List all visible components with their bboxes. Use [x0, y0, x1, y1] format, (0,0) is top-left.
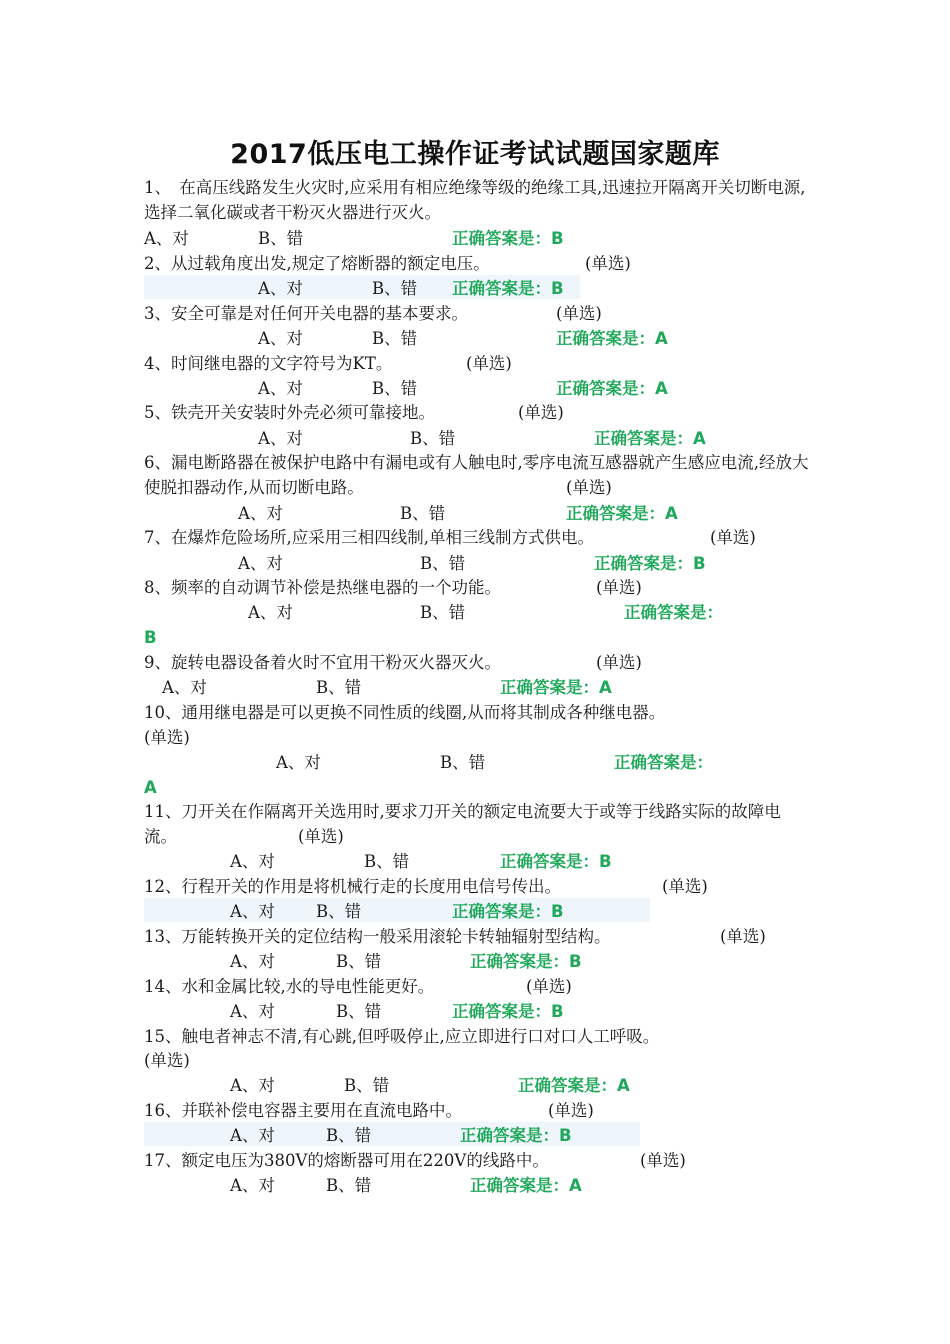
- option-b: B、错: [344, 1076, 390, 1095]
- correct-answer: 正确答案是：B: [452, 1002, 564, 1021]
- option-a: A、对: [258, 379, 303, 398]
- option-b: B、错: [326, 1176, 372, 1195]
- question-type: (单选): [556, 304, 602, 323]
- question-text: 7、在爆炸危险场所,应采用三相四线制,单相三线制方式供电。: [144, 528, 594, 547]
- option-b: B、错: [400, 504, 446, 523]
- question-type: (单选): [596, 578, 642, 597]
- question-text: 4、时间继电器的文字符号为KT。: [144, 354, 393, 373]
- correct-answer: 正确答案是：B: [452, 279, 564, 298]
- question-text: 14、水和金属比较,水的导电性能更好。: [144, 977, 435, 996]
- option-b: B、错: [316, 678, 362, 697]
- correct-answer: 正确答案是：A: [594, 429, 706, 448]
- question-type: (单选): [548, 1101, 594, 1120]
- option-a: A、对: [230, 1126, 275, 1145]
- option-b: B、错: [372, 279, 418, 298]
- option-a: A、对: [230, 1002, 275, 1021]
- question-type: (单选): [466, 354, 512, 373]
- option-b: B、错: [440, 753, 486, 772]
- option-a: A、对: [230, 902, 275, 921]
- option-b: B、错: [420, 554, 466, 573]
- question-type: (单选): [710, 528, 756, 547]
- option-b: B、错: [336, 1002, 382, 1021]
- correct-answer: 正确答案是：B: [594, 554, 706, 573]
- option-b: B、错: [372, 329, 418, 348]
- option-a: A、对: [144, 229, 189, 248]
- question-type: (单选): [144, 1051, 190, 1070]
- correct-answer: 正确答案是：: [624, 603, 723, 622]
- question-text: 15、触电者神志不清,有心跳,但呼吸停止,应立即进行口对口人工呼吸。: [144, 1027, 660, 1046]
- option-b: B、错: [364, 852, 410, 871]
- question-type: (单选): [526, 977, 572, 996]
- option-b: B、错: [316, 902, 362, 921]
- option-a: A、对: [276, 753, 321, 772]
- option-a: A、对: [230, 1176, 275, 1195]
- question-type: (单选): [144, 728, 190, 747]
- correct-answer: 正确答案是：B: [452, 229, 564, 248]
- question-type: (单选): [720, 927, 766, 946]
- question-type: (单选): [518, 403, 564, 422]
- option-a: A、对: [238, 504, 283, 523]
- option-a: A、对: [258, 279, 303, 298]
- question-text: 9、旋转电器设备着火时不宜用干粉灭火器灭火。: [144, 653, 501, 672]
- question-type: (单选): [566, 478, 612, 497]
- highlight-band: [144, 898, 650, 922]
- question-type: (单选): [596, 653, 642, 672]
- option-b: B、错: [258, 229, 304, 248]
- question-type: (单选): [585, 254, 631, 273]
- question-type: (单选): [298, 827, 344, 846]
- question-type: (单选): [640, 1151, 686, 1170]
- option-b: B、错: [410, 429, 456, 448]
- question-text: 12、行程开关的作用是将机械行走的长度用电信号传出。: [144, 877, 561, 896]
- correct-answer: 正确答案是：B: [470, 952, 582, 971]
- option-b: B、错: [420, 603, 466, 622]
- correct-answer: 正确答案是：B: [452, 902, 564, 921]
- correct-answer: 正确答案是：: [614, 753, 713, 772]
- question-text: 16、并联补偿电容器主要用在直流电路中。: [144, 1101, 462, 1120]
- option-a: A、对: [230, 852, 275, 871]
- option-b: B、错: [372, 379, 418, 398]
- page-title: 2017低压电工操作证考试试题国家题库: [230, 139, 720, 170]
- question-text: 5、铁壳开关安装时外壳必须可靠接地。: [144, 403, 435, 422]
- question-text: 2、从过载角度出发,规定了熔断器的额定电压。: [144, 254, 490, 273]
- option-a: A、对: [258, 329, 303, 348]
- question-text: 11、刀开关在作隔离开关选用时,要求刀开关的额定电流要大于或等于线路实际的故障电流。: [144, 802, 781, 846]
- correct-answer: 正确答案是：A: [470, 1176, 582, 1195]
- option-b: B、错: [336, 952, 382, 971]
- option-a: A、对: [248, 603, 293, 622]
- question-text: 6、漏电断路器在被保护电路中有漏电或有人触电时,零序电流互感器就产生感应电流,经放大使脱扣器动作,从而切断电路。: [144, 453, 809, 497]
- question-text: 1、 在高压线路发生火灾时,应采用有相应绝缘等级的绝缘工具,迅速拉开隔离开关切断电源,选择二氧化碳或者干粉灭火器进行灭火。: [144, 178, 806, 222]
- correct-answer: 正确答案是：B: [460, 1126, 572, 1145]
- correct-answer: 正确答案是：A: [500, 678, 612, 697]
- question-text: 17、额定电压为380V的熔断器可用在220V的线路中。: [144, 1151, 549, 1170]
- question-text: 8、频率的自动调节补偿是热继电器的一个功能。: [144, 578, 501, 597]
- question-text: 10、通用继电器是可以更换不同性质的线圈,从而将其制成各种继电器。: [144, 703, 666, 722]
- option-a: A、对: [230, 952, 275, 971]
- question-text: 3、安全可靠是对任何开关电器的基本要求。: [144, 304, 468, 323]
- option-a: A、对: [238, 554, 283, 573]
- correct-answer: 正确答案是：A: [518, 1076, 630, 1095]
- option-a: A、对: [230, 1076, 275, 1095]
- option-b: B、错: [326, 1126, 372, 1145]
- correct-answer: 正确答案是：A: [556, 379, 668, 398]
- option-a: A、对: [258, 429, 303, 448]
- option-a: A、对: [162, 678, 207, 697]
- question-type: (单选): [662, 877, 708, 896]
- question-text: 13、万能转换开关的定位结构一般采用滚轮卡转轴辐射型结构。: [144, 927, 611, 946]
- correct-answer: 正确答案是：B: [500, 852, 612, 871]
- correct-answer-value: A: [144, 778, 157, 797]
- correct-answer-value: B: [144, 628, 157, 647]
- correct-answer: 正确答案是：A: [566, 504, 678, 523]
- correct-answer: 正确答案是：A: [556, 329, 668, 348]
